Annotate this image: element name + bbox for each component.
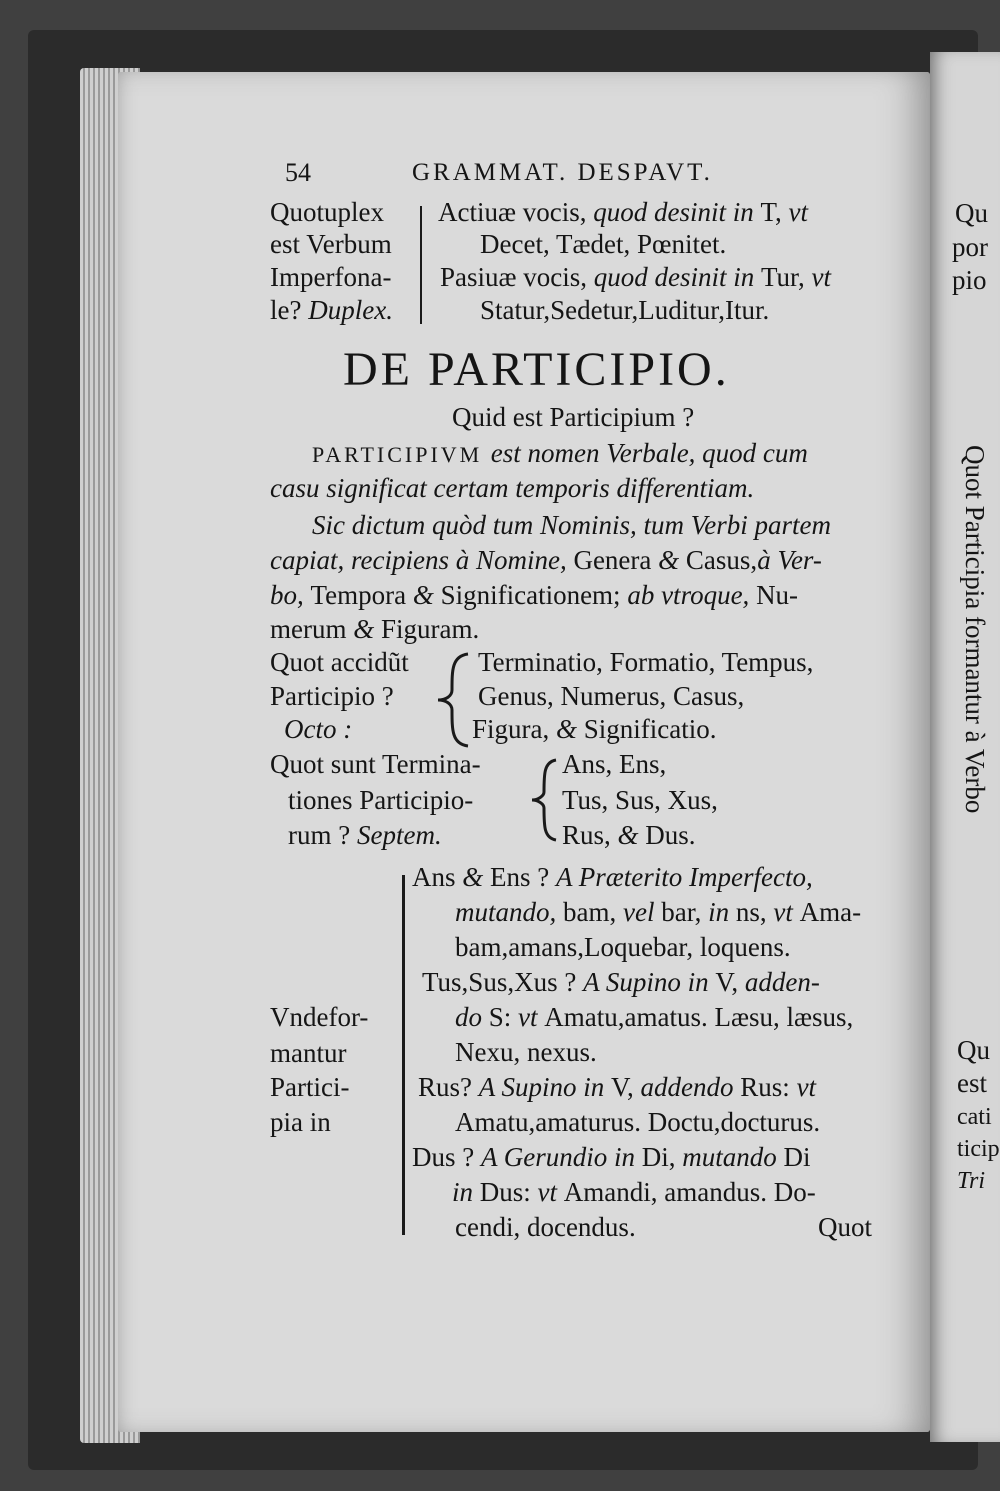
imp-q1: Quotuplex [270,197,384,227]
brace-impersonale [420,206,422,324]
next-l6: cati [957,1104,992,1130]
page-number: 54 [285,158,311,187]
catchword: Quot [818,1212,872,1242]
imp-a3: Pasiuæ vocis, quod desinit in Tur, vt [440,262,831,292]
form-r2: mutando, bam, vel bar, in ns, vt Ama- [455,897,862,927]
next-l2: por [952,232,988,262]
acc-q1: Quot accidũt [270,647,409,677]
form-r9: Dus ? A Gerundio in Di, mutando Di [412,1142,811,1172]
form-q2: mantur [270,1038,347,1068]
term-a3: Rus, & Dus. [562,820,696,850]
imp-a2: Decet, Tædet, Pœnitet. [480,229,727,259]
imp-q3: Imperfona- [270,262,392,292]
explanation-l3: bo, Tempora & Significationem; ab vtroque, Nu- [270,580,799,610]
running-title: GRAMMAT. DESPAVT. [412,159,713,186]
brace-accidents [434,650,474,750]
form-r10: in Dus: vt Amandi, amandus. Do- [452,1177,816,1207]
next-l8: Tri [957,1168,986,1194]
section-heading: DE PARTICIPIO. [343,343,730,396]
acc-q3: Octo : [284,714,353,744]
form-r3: bam,amans,Loquebar, loquens. [455,932,791,962]
acc-a1: Terminatio, Formatio, Tempus, [478,647,814,677]
brace-terminations [528,756,562,844]
form-q1: Vndefor- [270,1002,369,1032]
definition-l2: casu significat certam temporis differentiam. [270,473,755,503]
acc-a2: Genus, Numerus, Casus, [478,681,745,711]
acc-q2: Participio ? [270,681,394,711]
imp-q2: est Verbum [270,229,392,259]
form-r6: Nexu, nexus. [455,1037,597,1067]
explanation-l2: capiat, recipiens à Nomine, Genera & Casus,à Ver- [270,545,822,575]
next-l3: pio [952,265,987,295]
form-r5: do S: vt Amatu,amatus. Læsu, læsus, [455,1002,854,1032]
brace-formation [402,875,405,1235]
form-q3: Partici- [270,1072,350,1102]
term-q2: tiones Participio- [288,785,474,815]
explanation-l1: Sic dictum quòd tum Nominis, tum Verbi partem [312,510,831,540]
acc-a3: Figura, & Significatio. [472,714,717,744]
form-r1: Ans & Ens ? A Præterito Imperfecto, [412,862,813,892]
form-r4: Tus,Sus,Xus ? A Supino in V, adden- [422,967,820,997]
next-l1: Qu [955,198,988,228]
imp-q4: le? Duplex. [270,295,393,325]
term-a2: Tus, Sus, Xus, [562,785,718,815]
term-a1: Ans, Ens, [562,749,667,779]
next-rotated-heading: Quot Participia formantur à Verbo [960,445,990,814]
form-r7: Rus? A Supino in V, addendo Rus: vt [418,1072,817,1102]
form-q4: pia in [270,1107,331,1137]
explanation-l4: merum & Figuram. [270,614,480,644]
next-l4: Qu [957,1035,990,1065]
term-q1: Quot sunt Termina- [270,749,481,779]
term-q3: rum ? Septem. [288,820,442,850]
definition-l1: PARTICIPIVM est nomen Verbale, quod cum [312,438,808,468]
next-l5: est [957,1068,987,1098]
question-participium: Quid est Participium ? [452,402,695,432]
form-r11: cendi, docendus. [455,1212,636,1242]
imp-a4: Statur,Sedetur,Luditur,Itur. [480,295,770,325]
imp-a1: Actiuæ vocis, quod desinit in T, vt [438,197,808,227]
form-r8: Amatu,amaturus. Doctu,docturus. [455,1107,821,1137]
next-l7: ticip [957,1136,1000,1162]
